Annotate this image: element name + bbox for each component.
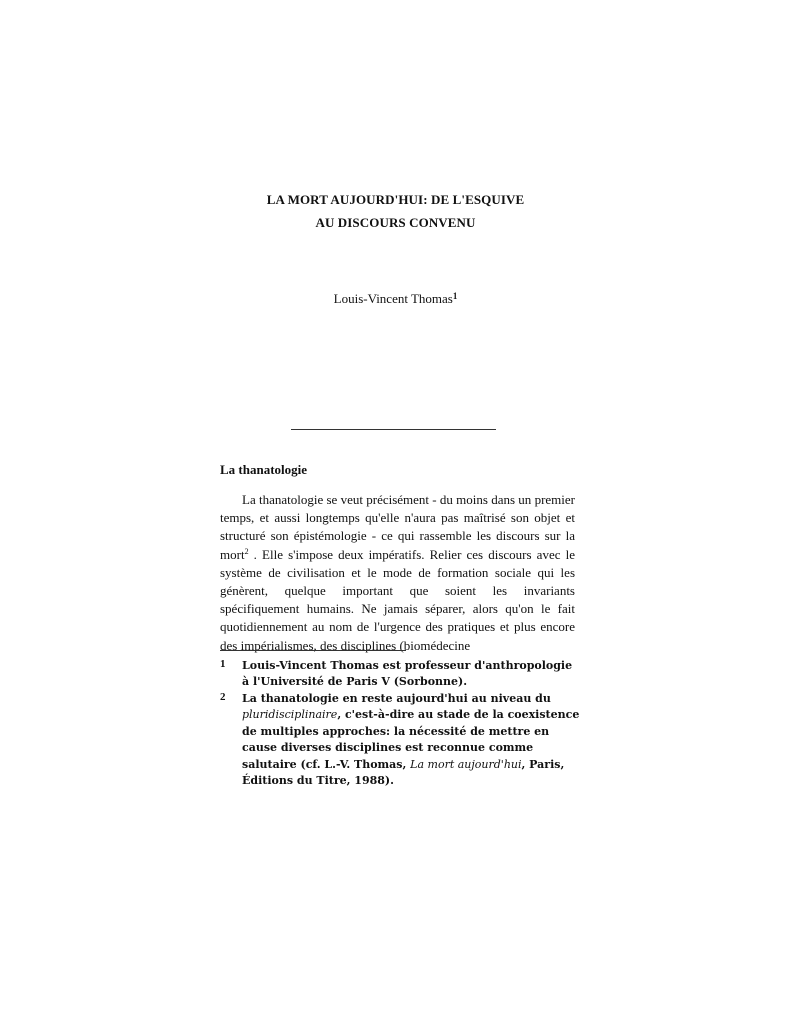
footnote-ref-1[interactable]: 1 xyxy=(452,291,458,301)
body-paragraph xyxy=(220,491,575,655)
author-line xyxy=(0,291,791,307)
page-title-line-2: AU DISCOURS CONVENU xyxy=(315,215,476,230)
page-title-line-1: LA MORT AUJOURD'HUI: DE L'ESQUIVE xyxy=(266,192,525,207)
footnote-2-text-part-3: , Paris, Éditions du Titre, 1988). xyxy=(242,757,565,788)
body-paragraph-text-2: . Elle s'impose deux impératifs. Relier ces discours avec le système de civilisation et le mode de formation sociale qui les génèrent, quelque important que soient les invariants spécifiquement humains. Ne jamais séparer, alors qu'on le fait quotidiennement au nom de l'urgence des pratiques et plus encore des impérialismes, des disciplines (biomédecine xyxy=(220,546,575,653)
body-paragraph-text-1: La thanatologie se veut précisément - du moins dans un premier temps, et aussi longtemps qu'elle n'aura pas maîtrisé son objet et structuré son épistémologie - ce qui rassemble les discours sur la mort xyxy=(220,492,575,562)
footnote-2-text-part-2: , c'est-à-dire au stade de la coexistence de multiples approches: la nécessité de mettre en cause diverses disciplines est reconnue comme salutaire (cf. L.-V. Thomas, xyxy=(242,708,580,771)
footnote-separator-rule xyxy=(220,650,406,651)
footnote-ref-2[interactable]: 2 xyxy=(244,546,249,556)
footnote-2-text xyxy=(242,691,580,789)
section-separator-rule xyxy=(291,429,496,430)
footnote-2-number: 2 xyxy=(220,691,226,703)
section-heading: La thanatologie xyxy=(220,462,308,477)
footnote-1-number: 1 xyxy=(220,658,226,670)
footnote-2-text-part-1: La thanatologie en reste aujourd'hui au niveau du xyxy=(242,692,551,705)
author-name: Louis-Vincent Thomas xyxy=(333,291,453,306)
footnote-1 xyxy=(220,658,580,691)
footnote-1-text: Louis-Vincent Thomas est professeur d'anthropologie à l'Université de Paris V (Sorbonne). xyxy=(242,659,573,689)
footnote-2-italic-1: pluridisciplinaire xyxy=(242,708,338,722)
footnote-2 xyxy=(220,691,580,789)
footnote-2-italic-2: La mort aujourd'hui xyxy=(410,757,522,771)
